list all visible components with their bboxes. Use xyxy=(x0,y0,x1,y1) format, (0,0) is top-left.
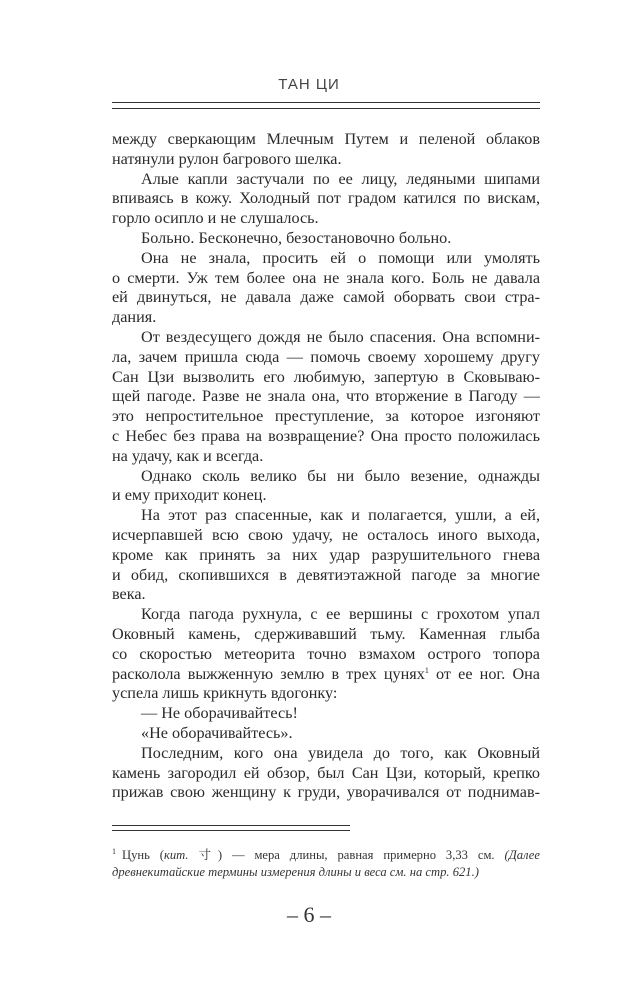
text-line-content: «Не оборачивайтесь». xyxy=(141,723,293,742)
text-line xyxy=(112,209,540,229)
text-line xyxy=(112,665,540,685)
text-line-content: ла, зачем пришла сюда — помочь своему хорошему другу xyxy=(112,347,540,366)
text-line xyxy=(112,427,540,447)
text-line-content: горло осипло и не слушалось. xyxy=(112,209,319,228)
text-line-content: прижав свою женщину к груди, уворачивался от поднимав- xyxy=(112,783,540,802)
footnote-reference[interactable]: 1 xyxy=(424,665,429,675)
text-line-content: века. xyxy=(112,585,146,604)
text-line xyxy=(112,605,540,625)
text-line-content: Последним, кого она увидела до того, как Оковный xyxy=(141,743,540,762)
text-line xyxy=(112,625,540,645)
text-line xyxy=(112,229,540,249)
footnote-text: 寸) — мера длины, равная примерно 3,33 см. xyxy=(188,848,505,862)
text-line xyxy=(112,189,540,209)
text-line-content: От вездесущего дождя не было спасения. Она вспомни- xyxy=(141,327,540,346)
text-line xyxy=(112,684,540,704)
text-line xyxy=(112,348,540,368)
text-line-content: о смерти. Уж тем более она не знала кого. Боль не давала xyxy=(112,268,540,287)
text-line xyxy=(112,486,540,506)
text-line-content: на удачу, как и всегда. xyxy=(112,446,264,465)
text-line xyxy=(112,506,540,526)
text-line-content: Она не знала, просить ей о помощи или умолять xyxy=(141,248,540,267)
text-line xyxy=(112,130,540,150)
footnote xyxy=(112,843,540,881)
footnote-line-1 xyxy=(112,843,540,864)
text-line-content: натянули рулон багрового шелка. xyxy=(112,149,342,168)
text-line xyxy=(112,585,540,605)
text-line-content: и ему приходит конец. xyxy=(112,486,267,505)
text-line-content: и обид, скопившихся в девятиэтажной пагоде за многие xyxy=(112,565,540,584)
footnote-note: (Далее xyxy=(504,848,540,862)
footnote-number: 1 xyxy=(112,847,116,856)
text-line-content: Сан Цзи вызволить его любимую, запертую в Сковываю- xyxy=(112,367,540,386)
text-line xyxy=(112,170,540,190)
text-line xyxy=(112,764,540,784)
text-line-content: от ее ног. Она xyxy=(428,664,540,683)
text-line-content: — Не оборачивайтесь! xyxy=(141,704,298,723)
text-line xyxy=(112,724,540,744)
text-line xyxy=(112,526,540,546)
footnote-rule-bottom xyxy=(112,830,350,831)
footnote-text: Цунь ( xyxy=(122,848,164,862)
text-line-content: На этот раз спасенные, как и полагается, ушли, а ей, xyxy=(141,506,540,525)
text-line xyxy=(112,744,540,764)
text-line-content: со скоростью метеорита точно взмахом острого топора xyxy=(112,644,540,663)
text-line xyxy=(112,249,540,269)
text-line-content: Оковный камень, сдерживавший тьму. Каменная глыба xyxy=(112,624,540,643)
text-line-content: это непростительное преступление, за которое изгоняют xyxy=(112,407,540,426)
text-line-content: дания. xyxy=(112,308,157,327)
text-line-content: впиваясь в кожу. Холодный пот градом катился по вискам, xyxy=(112,189,540,208)
text-line xyxy=(112,467,540,487)
text-line-content: исчерпавшей всю свою удачу, не осталось иного выхода, xyxy=(112,525,540,544)
text-line xyxy=(112,783,540,803)
text-line xyxy=(112,566,540,586)
text-line-content: между сверкающим Млечным Путем и пеленой облаков xyxy=(112,130,540,148)
text-line xyxy=(112,447,540,467)
text-line xyxy=(112,407,540,427)
footnote-note: древнекитайские термины измерения длины и веса см. на стр. 621.) xyxy=(112,865,479,879)
text-line-content: Однако сколь велико бы ни было везение, однажды xyxy=(141,466,540,485)
footnote-line-2 xyxy=(112,864,540,881)
text-line xyxy=(112,704,540,724)
text-line-content: Алые капли застучали по ее лицу, ледяными шипами xyxy=(141,169,540,188)
text-line xyxy=(112,645,540,665)
text-line-content: успела лишь крикнуть вдогонку: xyxy=(112,684,338,703)
text-line-content: ей двинуться, не давала даже самой оборвать свои стра- xyxy=(112,288,540,307)
text-line-content: расколола выжженную землю в трех цунях xyxy=(112,664,425,683)
body-text xyxy=(112,130,540,803)
text-line xyxy=(112,328,540,348)
footnote-rule-top xyxy=(112,825,350,826)
header-rule-top xyxy=(112,102,540,103)
page-number: – 6 – xyxy=(287,902,331,927)
text-line-content: с Небес без права на возвращение? Она просто положилась xyxy=(112,426,540,445)
running-head-title: ТАН ЦИ xyxy=(278,76,340,93)
text-line xyxy=(112,288,540,308)
text-line xyxy=(112,368,540,388)
text-line-content: камень загородил ей обзор, был Сан Цзи, который, крепко xyxy=(112,763,540,782)
text-line-content: щей пагоде. Разве не знала она, что вторжение в Пагоду — xyxy=(112,387,540,406)
text-line xyxy=(112,387,540,407)
footnote-abbr: кит. xyxy=(163,848,189,862)
text-line xyxy=(112,546,540,566)
text-line-content: Когда пагода рухнула, с ее вершины с грохотом упал xyxy=(141,605,540,624)
text-line xyxy=(112,150,540,170)
text-line xyxy=(112,269,540,289)
text-line-content: кроме как принять за них удар разрушительного гнева xyxy=(112,545,540,564)
header-rule-bottom xyxy=(112,108,540,109)
text-line xyxy=(112,308,540,328)
text-line-content: Больно. Бесконечно, безостановочно больно. xyxy=(141,228,452,247)
